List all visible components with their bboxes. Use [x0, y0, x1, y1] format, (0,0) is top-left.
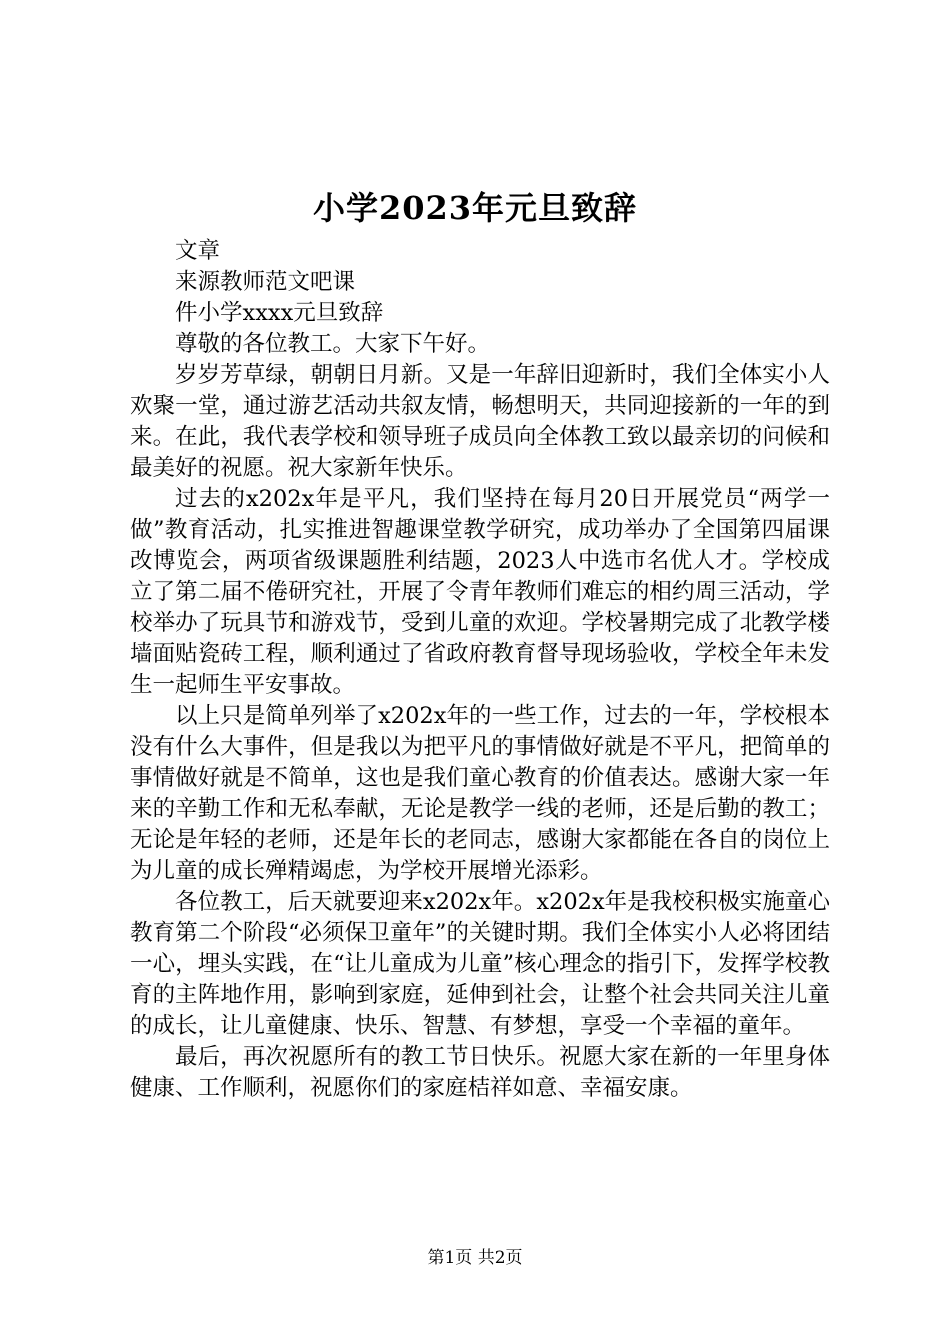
page-number-footer: 第1页 共2页	[427, 1248, 523, 1268]
paragraph: 以上只是简单列举了x202x年的一些工作，过去的一年，学校根本没有什么大事件，但是我以为把平凡的事情做好就是不平凡，把简单的事情做好就是不简单，这也是我们童心教育的价值表达。感谢大家一年来的辛勤工作和无私奉献，无论是教学一线的老师，还是后勤的教工；无论是年轻的老师，还是年长的老同志，感谢大家都能在各自的岗位上为儿童的成长殚精竭虑，为学校开展增光添彩。	[130, 703, 830, 884]
page-title: 小学2023年元旦致辞	[312, 189, 638, 227]
paragraph: 件小学xxxx元旦致辞	[175, 300, 384, 326]
paragraph: 各位教工，后天就要迎来x202x年。x202x年是我校积极实施童心教育第二个阶段“必须保卫童年”的关键时期。我们全体实小人必将团结一心，埋头实践，在“让儿童成为儿童”核心理念的指引下，发挥学校教育的主阵地作用，影响到家庭，延伸到社会，让整个社会共同关注儿童的成长，让儿童健康、快乐、智慧、有梦想，享受一个幸福的童年。	[130, 889, 830, 1039]
closing-paragraph: 最后，再次祝愿所有的教工节日快乐。祝愿大家在新的一年里身体健康、工作顺利，祝愿你们的家庭桔祥如意、幸福安康。	[130, 1044, 830, 1101]
paragraph: 来源教师范文吧课	[175, 269, 356, 295]
paragraph: 过去的x202x年是平凡，我们坚持在每月20日开展党员“两学一做”教育活动，扎实推进智趣课堂教学研究，成功举办了全国第四届课改博览会，两项省级课题胜利结题，2023人中选市名优人才。学校成立了第二届不倦研究社，开展了令青年教师们难忘的相约周三活动，学校举办了玩具节和游戏节，受到儿童的欢迎。学校暑期完成了北教学楼墙面贴瓷砖工程，顺利通过了省政府教育督导现场验收，学校全年未发生一起师生平安事故。	[130, 486, 830, 698]
document-body	[130, 236, 830, 1104]
paragraph: 文章	[175, 238, 221, 264]
paragraph: 岁岁芳草绿，朝朝日月新。又是一年辞旧迎新时，我们全体实小人欢聚一堂，通过游艺活动共叙友情，畅想明天，共同迎接新的一年的到来。在此，我代表学校和领导班子成员向全体教工致以最亲切的问候和最美好的祝愿。祝大家新年快乐。	[130, 362, 830, 481]
greeting-paragraph: 尊敬的各位教工。大家下午好。	[175, 331, 491, 357]
